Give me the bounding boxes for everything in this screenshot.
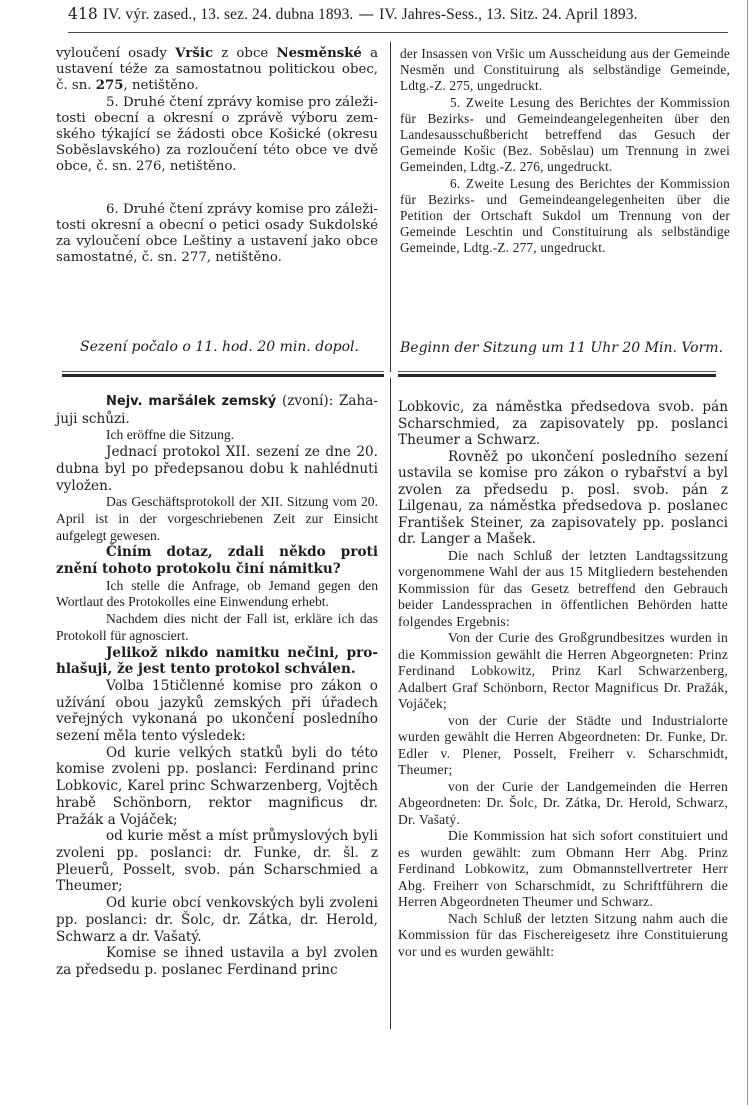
proceedings-right-column — [398, 399, 728, 960]
speaker-paragraph — [56, 393, 378, 427]
double-rule-left — [62, 371, 384, 377]
paragraph: Von der Curie des Großgrundbesitzes wurden in die Kommission gewählt die Herren Abgeorgneten: Prinz Ferdinand Lobkowitz, Prinz Karl Schwarzenberg, Adalbert Graf Schönborn, Rector Magnificus Dr. Pražák, Vojáček; — [398, 630, 728, 711]
agenda-item-4-cs: vyloučení osady Vršic z obce Nesměnské a ustavení téže za samostatnou politickou obec, č. sn. 275, netištěno. — [56, 46, 379, 94]
place-name-nesmenske: Nesměnské — [276, 46, 362, 61]
paragraph: Činím dotaz, zdali někdo proti znění tohoto protokolu činí námitku? — [56, 544, 378, 578]
paragraph: Nachdem dies nicht der Fall ist, erkläre ich das Protokoll für agnosciert. — [56, 611, 378, 643]
paragraph: Nach Schluß der letzten Sitzung nahm auch die Kommission für das Fischereigesetz ihre Constituierung vor und es wurden gewählt: — [398, 910, 728, 959]
paragraph: Rovněž po ukončení posledního sezení ustavila se komise pro zákon o rybařství a byl zvolen za předsedu p. posl. svob. pán z Lilgenau, za náměstka předsedova p. poslanec František Steiner, za zapisovately pp. poslanci dr. Langer a Mašek. — [398, 448, 728, 547]
paragraph: Od kurie velkých statků byli do této komise zvoleni pp. poslanci: Ferdinand princ Lobkovic, Karel princ Schwarzenberg, Vojtěch hrabě Schönborn, rektor magnificus dr. Pražák a Vojáček; — [56, 744, 378, 828]
print-number: 275 — [95, 78, 124, 94]
place-name-vrsic: Vršic — [175, 46, 214, 61]
agenda-item-5-de: 5. Zweite Lesung des Berichtes der Kommission für Bezirks- und Gemeindeangelegenheiten über den Landesausschußbericht betreffend das Gesuch der Gemeinde Košic (Bez. Soběslau) um Trennung in zwei Gemeinden, Ldtg.-Z. 276, ungedruckt. — [400, 94, 730, 175]
paragraph: Lobkovic, za náměstka předsedova svob. pán Scharschmied, za zapisovately pp. poslanci Theumer a Schwarz. — [398, 399, 728, 448]
paragraph: Od kurie obcí venkovských byli zvoleni pp. poslanci: dr. Šolc, dr. Zátka, dr. Herold, Schwarz a dr. Vašatý. — [56, 895, 378, 945]
paragraph: von der Curie der Landgemeinden die Herren Abgeordneten: Dr. Šolc, Dr. Zátka, Dr. Herold, Schwarz, Dr. Vašatý. — [398, 778, 728, 827]
column-divider-top — [390, 42, 391, 372]
paragraph: Jelikož nikdo namitku nečini, prohlašuji, že jest tento protokol schválen. — [56, 644, 378, 678]
agenda-item-6-cs: 6. Druhé čtení zprávy komise pro záležitosti okresní a obecní o petici osady Sukdolské za vyloučení obce Leštiny a ustavení jako obce samostatné, č. sn. 277, netištěno. — [56, 201, 378, 266]
agenda-item-5-cs: 5. Druhé čtení zprávy komise pro záležitosti obecní a okresní o zprávě výboru zemského týkající se žádosti obce Košické (okresu Soběslavského) za rozloučení této obce ve dvě obce, č. sn. 276, netištěno. — [56, 94, 378, 175]
paragraph: Ich eröffne die Sitzung. — [106, 427, 235, 443]
paragraph: Komise se ihned ustavila a byl zvolen za předsedu p. poslanec Ferdinand princ — [56, 945, 378, 978]
paragraph: Ich stelle die Anfrage, ob Jemand gegen den Wortlaut des Protokolles eine Einwendung erhebt. — [56, 577, 378, 610]
paragraph: Das Geschäftsprotokoll der XII. Sitzung vom 20. April ist in der vorgeschriebenen Zeit zur Einsicht aufgelegt gewesen. — [56, 494, 378, 543]
running-header — [68, 5, 728, 35]
column-divider-bottom — [390, 378, 391, 1029]
double-rule-right — [398, 371, 716, 377]
paragraph: Die nach Schluß der letzten Landtagssitzung vorgenommene Wahl der aus 15 Mitgliedern bestehenden Kommission für das Gesetz betreffend den Gebrauch beider Landessprachen in öffentlichen Behörden hatte folgendes Ergebnis: — [398, 547, 728, 629]
paragraph: od kurie měst a míst průmyslových byli zvoleni pp. poslanci: dr. Funke, dr. šl. z Pleuerů, Posselt, svob. pán Scharschmied a Theumer; — [56, 828, 378, 895]
proceedings-left-column — [56, 393, 378, 979]
agenda-german — [400, 46, 730, 257]
session-start-german: Beginn der Sitzung um 11 Uhr 20 Min. Vorm. — [400, 340, 724, 356]
header-german: IV. Jahres-Sess., 13. Sitz. 24. April 1893. — [379, 6, 638, 23]
agenda-czech — [56, 46, 378, 266]
paragraph: Die Kommission hat sich sofort constituiert und es wurden gewählt: zum Obmann Herr Abg. Prinz Ferdinand Lobkowitz, zum Obmannstellvertreter Herr Abg. Freiherr von Scharschmidt, zu Schriftführern die Herren Abgeordneten Theumer und Schwarz. — [398, 828, 728, 909]
speaker-name: Nejv. maršálek zemský — [106, 394, 277, 409]
paragraph: von der Curie der Städte und Industrialorte wurden gewählt die Herren Abgeordneten: Dr. Funke, Dr. Edler v. Plener, Posselt, Freiherr v. Scharschmidt, Theumer; — [398, 712, 728, 777]
paragraph: Volba 15tičlenné komise pro zákon o užívání obou jazyků zemských při úřadech veřejných vykonaná po ukončení posledního sezení měla tento výsledek: — [56, 677, 378, 745]
paragraph: Jednací protokol XII. sezení ze dne 20. dubna byl po předepsanou dobu k nahlédnuti vyložen. — [56, 444, 378, 494]
agenda-item-6-de: 6. Zweite Lesung des Berichtes der Kommission für Bezirks- und Gemeindeangelegenheiten über die Petition der Ortschaft Sukdol um Trennung von der Gemeinde Leschtin und Constituirung als selbständige Gemeinde, Ldtg.-Z. 277, ungedruckt. — [400, 175, 730, 256]
header-czech: IV. výr. zased., 13. sez. 24. dubna 1893. — [102, 6, 354, 23]
page-edge — [747, 0, 748, 1105]
header-dash: — — [358, 5, 375, 23]
session-start-czech: Sezení počalo o 11. hod. 20 min. dopol. — [80, 339, 359, 355]
header-rule — [68, 32, 728, 33]
agenda-item-4-de: der Insassen von Vršic um Ausscheidung aus der Gemeinde Nesměn und Constituirung als selbständige Gemeinde, Ldtg.-Z. 275, ungedruckt. — [400, 46, 730, 94]
speaker-action: (zvoní): Zahajuji schůzi. — [56, 393, 378, 427]
page-number: 418 — [68, 5, 98, 23]
